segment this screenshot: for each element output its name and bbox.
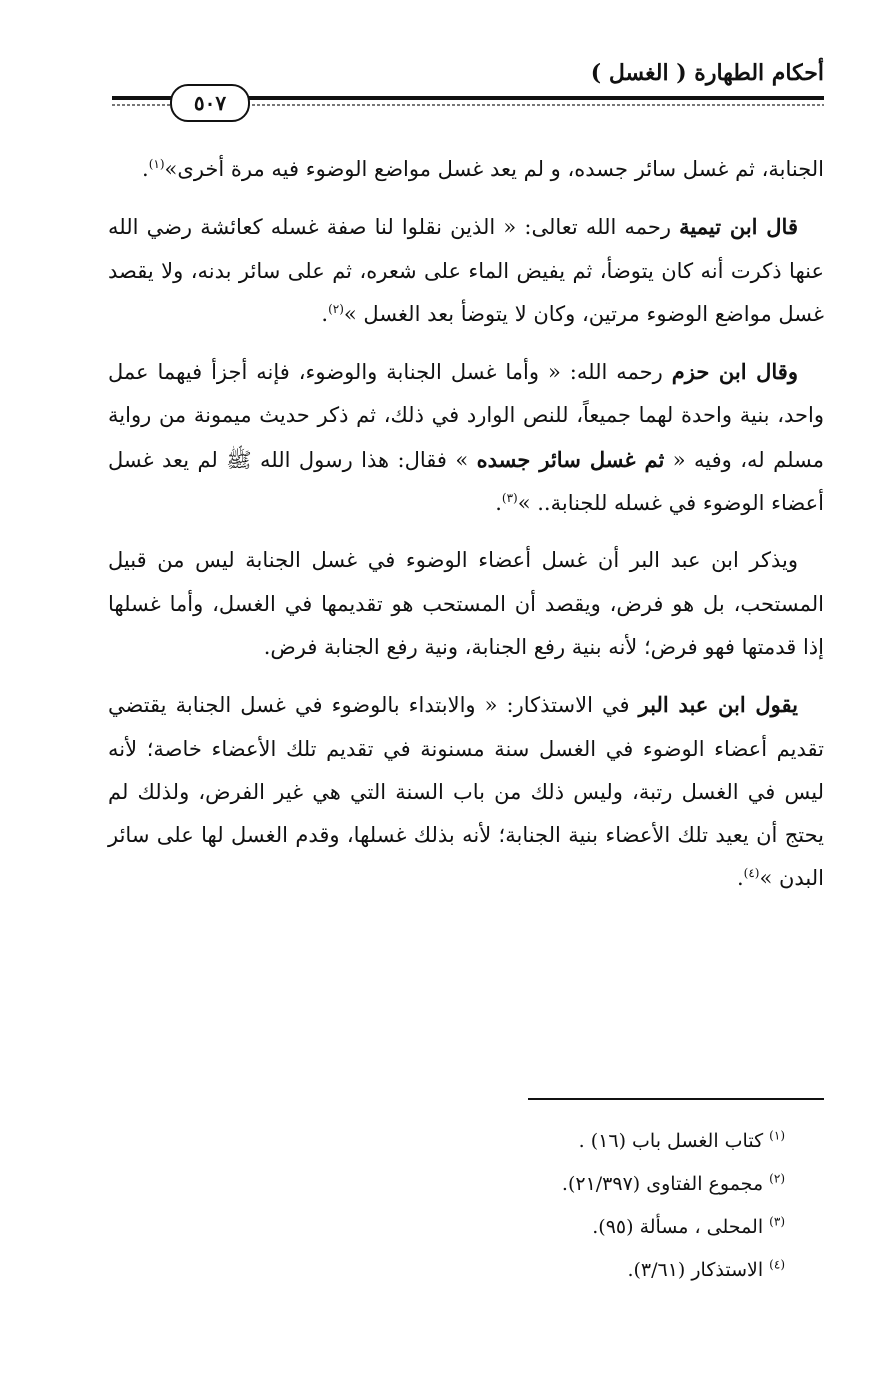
paragraph-5: يقول ابن عبد البر في الاستذكار: « والابتداء بالوضوء في غسل الجنابة يقتضي تقديم أعضاء الوضوء في الغسل سنة مسنونة في تقديم تلك الأعضاء خاصة؛ لأنه ليس في الغسل رتبة، وليس ذلك من باب السنة التي هي غير الفرض، ولذلك لم يحتج أن يعيد تلك الأعضاء بنية الجنابة؛ لأنه بذلك غسلها، وقدم الغسل لها على سائر البدن »$^{(٤)}$. bbox=[108, 692, 824, 891]
page-header bbox=[112, 58, 824, 120]
paragraph-3: وقال ابن حزم رحمه الله: « وأما غسل الجنابة والوضوء، فإنه أجزأ فيهما عمل واحد، بنية واحدة لهما جميعاً، للنص الوارد في ذلك، ثم ذكر حديث ميمونة من رواية مسلم له، وفيه « ثم غسل سائر جسده » فقال: هذا رسول الله ﷺ لم يعد غسل أعضاء الوضوء في غسله للجنابة.. »$^{(٣)}$. bbox=[108, 359, 824, 516]
paragraph-text: في الاستذكار: « والابتداء بالوضوء في غسل الجنابة يقتضي تقديم أعضاء الوضوء في الغسل سنة مسنونة في تقديم تلك الأعضاء خاصة؛ لأنه ليس في الغسل رتبة، وليس ذلك من باب السنة التي هي غير الفرض، ولذلك لم يحتج أن يعيد تلك الأعضاء بنية الجنابة؛ لأنه بذلك غسلها، وقدم الغسل لها على سائر البدن » bbox=[108, 693, 824, 891]
footnote-3 bbox=[400, 1206, 785, 1249]
running-title: أحكام الطهارة ( الغسل ) bbox=[590, 60, 824, 86]
footnote-4 bbox=[400, 1249, 785, 1292]
footnote-number: (٣) bbox=[769, 1214, 785, 1229]
footnote-text: المحلى ، مسألة (٩٥). bbox=[592, 1216, 764, 1238]
main-text bbox=[108, 148, 824, 915]
footnote-text: كتاب الغسل باب (١٦) . bbox=[578, 1130, 764, 1152]
footnote-divider bbox=[528, 1098, 824, 1100]
speaker-name: قال ابن تيمية bbox=[679, 214, 798, 240]
footnote-number: (١) bbox=[769, 1128, 785, 1143]
page-number-badge: ٥٠٧ bbox=[170, 84, 250, 122]
speaker-name: يقول ابن عبد البر bbox=[638, 692, 798, 718]
paragraph-text: رحمه الله: « وأما غسل الجنابة والوضوء، فإنه أجزأ فيهما عمل واحد، بنية واحدة لهما جميعاً، للنص الوارد في ذلك، ثم ذكر حديث ميمونة من رواية مسلم له، وفيه « bbox=[108, 360, 824, 472]
paragraph-text: رحمه الله تعالى: « الذين نقلوا لنا صفة غسله كعائشة رضي الله عنها ذكرت أنه كان يتوضأ، ثم يفيض الماء على شعره، ثم على سائر بدنه، ولا يقصد غسل مواضع الوضوء مرتين، وكان لا يتوضأ بعد الغسل » bbox=[108, 215, 824, 326]
footnote-ref[interactable]: (٣) bbox=[501, 491, 518, 506]
footnote-1 bbox=[400, 1120, 785, 1163]
footnote-number: (٢) bbox=[769, 1171, 785, 1186]
paragraph-text: ويذكر ابن عبد البر أن غسل أعضاء الوضوء في غسل الجنابة ليس من قبيل المستحب، بل هو فرض، ويقصد أن المستحب هو تقديمها في الغسل، وأما غسلها إذا قدمتها فهو فرض؛ لأنه بنية رفع الجنابة، ونية رفع الجنابة فرض. bbox=[108, 548, 824, 659]
paragraph-text: » فقال: هذا رسول الله ﷺ لم يعد غسل أعضاء الوضوء في غسله للجنابة.. » bbox=[108, 447, 824, 516]
footnote-ref[interactable]: (١) bbox=[148, 157, 165, 171]
paragraph-1: الجنابة، ثم غسل سائر جسده، و لم يعد غسل مواضع الوضوء فيه مرة أخرى»$^{(١)}$. bbox=[142, 157, 824, 181]
footnote-ref[interactable]: (٤) bbox=[743, 866, 760, 881]
paragraph-text: الجنابة، ثم غسل سائر جسده، و لم يعد غسل مواضع الوضوء فيه مرة أخرى» bbox=[164, 157, 824, 181]
speaker-name: وقال ابن حزم bbox=[671, 359, 798, 385]
footnote-number: (٤) bbox=[769, 1257, 785, 1272]
footnotes bbox=[400, 1120, 785, 1292]
paragraph-2: قال ابن تيمية رحمه الله تعالى: « الذين نقلوا لنا صفة غسله كعائشة رضي الله عنها ذكرت أنه كان يتوضأ، ثم يفيض الماء على شعره، ثم على سائر بدنه، ولا يقصد غسل مواضع الوضوء مرتين، وكان لا يتوضأ بعد الغسل »$^{(٢)}$. bbox=[108, 214, 824, 326]
footnote-ref[interactable]: (٢) bbox=[328, 301, 344, 316]
paragraph-4 bbox=[108, 539, 824, 669]
footnote-text: الاستذكار (٣/٦١). bbox=[627, 1259, 764, 1281]
footnote-text: مجموع الفتاوى (٢١/٣٩٧). bbox=[561, 1173, 764, 1195]
footnote-2 bbox=[400, 1163, 785, 1206]
hadith-quote: ثم غسل سائر جسده bbox=[476, 446, 665, 472]
